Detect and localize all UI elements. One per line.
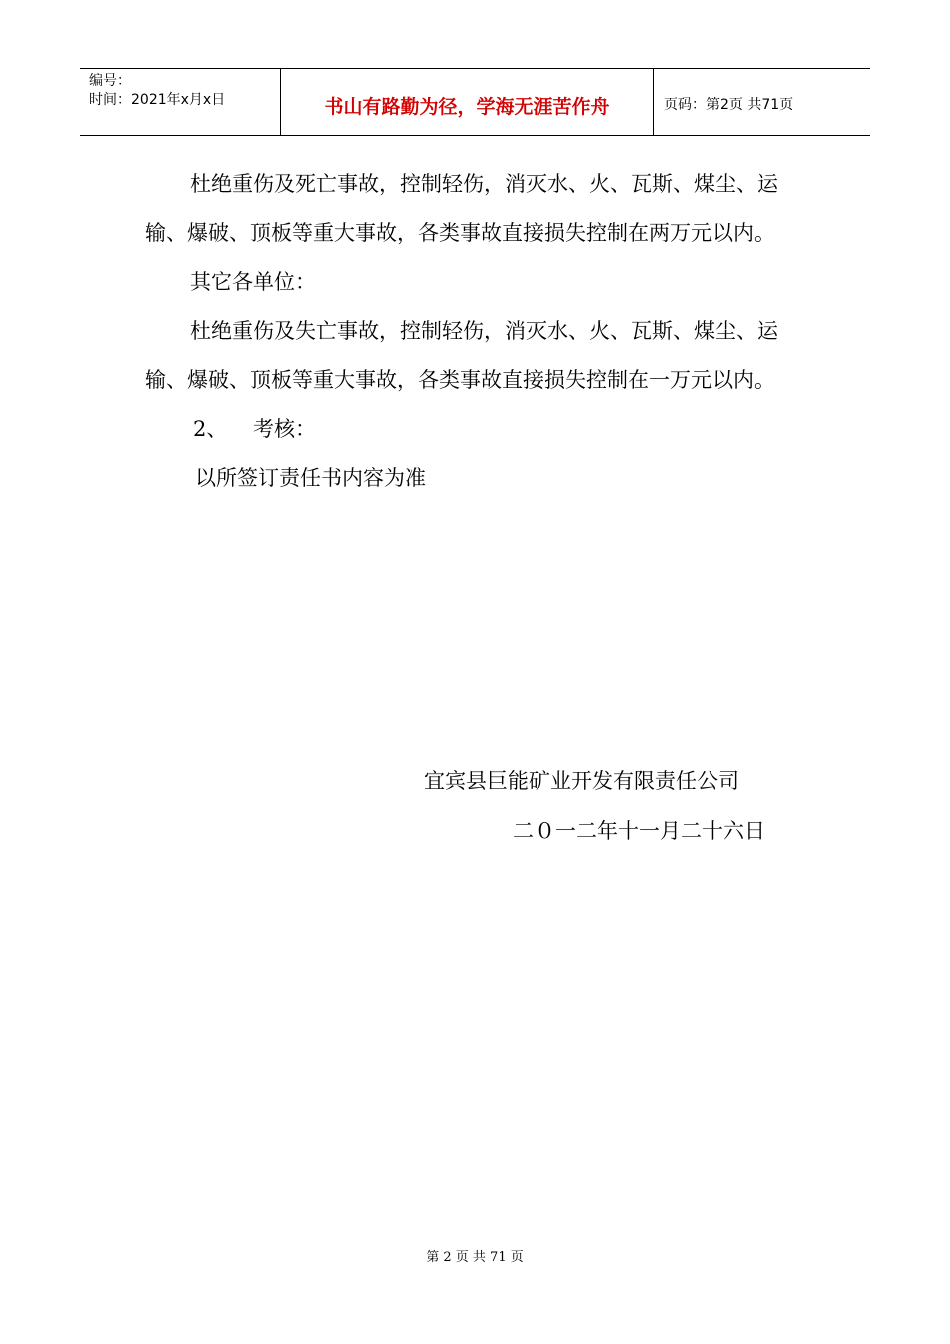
header-motto: 书山有路勤为径，学海无涯苦作舟 [281,69,654,135]
page-header [80,68,870,136]
section-title: 考核： [253,417,316,441]
header-number: 编号： [89,73,131,89]
paragraph-goal-main: 杜绝重伤及死亡事故，控制轻伤，消灭水、火、瓦斯、煤尘、运输、爆破、顶板等重大事故，各类事故直接损失控制在两万元以内。 [145,172,778,245]
paragraph-assessment-basis: 以所签订责任书内容为准 [195,466,426,490]
signature-company: 宜宾县巨能矿业开发有限责任公司 [424,769,739,793]
paragraph-goal-other: 杜绝重伤及失亡事故，控制轻伤，消灭水、火、瓦斯、煤尘、运输、爆破、顶板等重大事故，各类事故直接损失控制在一万元以内。 [145,319,778,392]
header-page-info: 页码：第2页 共71页 [664,97,794,113]
section-assessment [145,405,815,454]
section-number: 2、 [193,417,228,441]
header-time: 时间：2021年x月x日 [89,92,226,108]
paragraph-other-units-heading: 其它各单位： [190,270,316,294]
document-body [145,160,815,503]
signature-date: 二０一二年十一月二十六日 [513,819,765,843]
header-meta [80,69,281,135]
page-footer: 第 2 页 共 71 页 [426,1250,524,1265]
